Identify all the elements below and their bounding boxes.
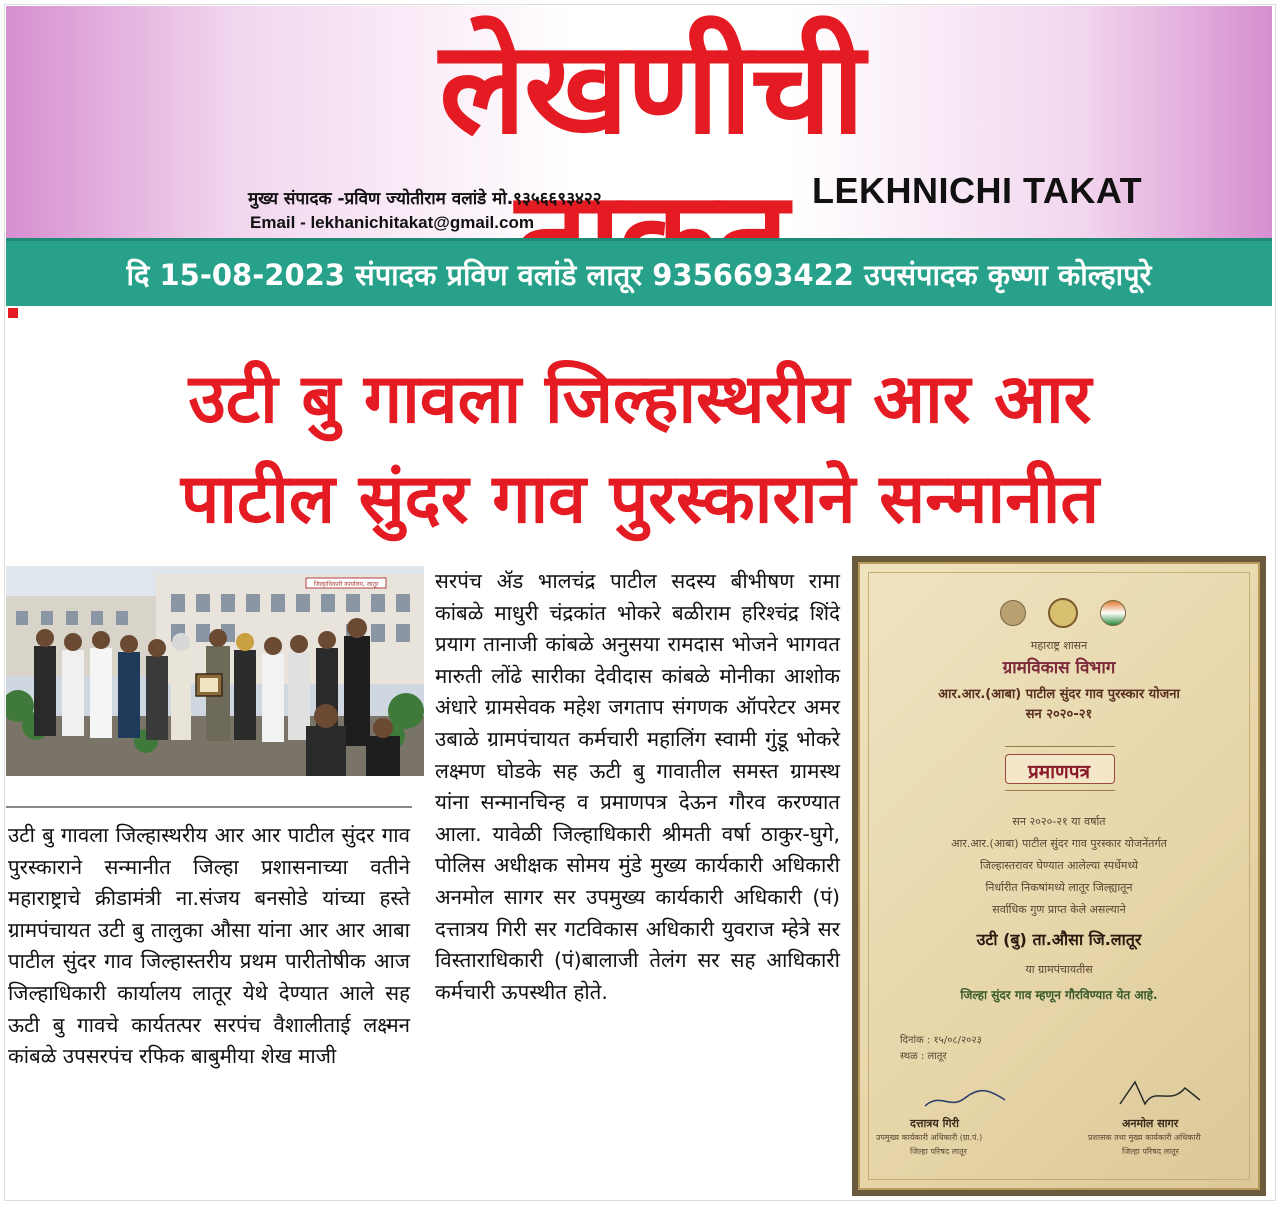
date-editor-text: दि 15-08-2023 संपादक प्रविण वलांडे लातूर 9356693422 उपसंपादक कृष्णा कोल्हापूरे (126, 258, 1152, 292)
date-editor-bar (6, 238, 1272, 306)
cert-body-1: सन २०२०-२१ या वर्षात (1012, 815, 1106, 828)
building-sign: जिल्हाधिकारी कार्यालय, लातूर (313, 581, 379, 588)
cert-government: महाराष्ट्र शासन (1030, 639, 1088, 652)
cert-ornament-top (1005, 746, 1115, 747)
cert-sign2-name: अनमोल सागर (1122, 1117, 1179, 1130)
certificate-frame (852, 556, 1266, 1196)
email-line: Email - lekhanichitakat@gmail.com (250, 213, 534, 232)
cert-scheme: आर.आर.(आबा) पाटील सुंदर गाव पुरस्कार योजना (938, 687, 1180, 702)
headline-line-2: पाटील सुंदर गाव पुरस्काराने सन्मानीत (180, 460, 1100, 539)
masthead (6, 6, 1272, 238)
cert-village: उटी (बु) ता.औसा जि.लातूर (976, 930, 1142, 949)
red-marker (8, 308, 18, 318)
photo-divider (6, 806, 412, 808)
cert-heading: प्रमाणपत्र (1027, 761, 1091, 783)
ceremony-illustration (6, 566, 424, 776)
cert-body-6: या ग्रामपंचायतीस (1025, 963, 1093, 976)
signature-2-icon (1115, 1076, 1205, 1112)
cert-body-4: निर्धारीत निकषांमध्ये लातूर जिल्ह्यातून (985, 881, 1133, 894)
cert-award: जिल्हा सुंदर गाव म्हणून गौरविण्यात येत आहे. (960, 988, 1158, 1002)
cert-body-2: आर.आर.(आबा) पाटील सुंदर गाव पुरस्कार योजनेंतर्गत (951, 837, 1167, 850)
cert-year: सन २०२०-२१ (1025, 707, 1093, 722)
certificate (858, 562, 1260, 1190)
cert-sign1-office: जिल्हा परिषद लातूर (910, 1147, 967, 1156)
english-title: LEKHNICHI TAKAT (812, 170, 1143, 211)
cert-sign1-name: दत्तात्रय गिरी (910, 1117, 959, 1130)
award-ceremony-photo (6, 566, 424, 776)
headline-line-1: उटी बु गावला जिल्हास्थरीय आर आर (188, 360, 1092, 439)
cert-ornament-bottom (1005, 790, 1115, 791)
cert-sign1-title: उपमुख्य कार्यकारी अधिकारी (ग्रा.पं.) (876, 1133, 983, 1142)
state-emblem-icon (1000, 600, 1026, 626)
chief-editor-line: मुख्य संपादक -प्रविण ज्योतीराम वलांडे मो.९३५६६९३४२२ (248, 189, 602, 209)
cert-body-3: जिल्हास्तरावर घेण्यात आलेल्या स्पर्धेमध्ये (979, 859, 1138, 872)
cert-place: स्थळ : लातूर (900, 1051, 947, 1062)
cert-body-5: सर्वाधिक गुण प्राप्त केले असल्याने (992, 903, 1126, 916)
headline (20, 350, 1260, 550)
cert-department: ग्रामविकास विभाग (1002, 658, 1116, 678)
scheme-logo-icon (1048, 598, 1078, 628)
article-column-2: सरपंच ॲड भालचंद्र पाटील सदस्य बीभीषण रामा कांबळे माधुरी चंद्रकांत भोकरे बळीराम हरिश्चंद्र शिंदे प्रयाग तानाजी कांबळे अनुसया रामदास भोजने भागवत मारुती लोंढे सारीका देवीदास कांबळे मोनीका आशोक अंधारे ग्रामसेवक महेश जगताप संगणक ऑपरेटर अमर उबाळे ग्रामपंचायत कर्मचारी महालिंग स्वामी गुंडू भोकरे लक्ष्मण घोडके सह ऊटी बु गावातील समस्त ग्रामस्थ यांना सन्मानचिन्ह व प्रमाणपत्र देऊन गौरव करण्यात आला. यावेळी जिल्हाधिकारी श्रीमती वर्षा ठाकुर-घुगे, पोलिस अधीक्षक सोमय मुंडे मुख्य कार्यकारी अधिकारी अनमोल सागर सर उपमुख्य कार्यकारी अधिकारी (पं) दत्तात्रय गिरी सर गटविकास अधिकारी युवराज म्हेत्रे सर विस्ताराधिकारी (पं)बालाजी तेलंग सर सह आधिकारी कर्मचारी ऊपस्थीत होते. (435, 569, 840, 1004)
signature-1-icon (920, 1084, 1010, 1114)
article-column-1: उटी बु गावला जिल्हास्थरीय आर आर पाटील सुंदर गाव पुरस्काराने सन्मानीत जिल्हा प्रशासनाच्या वतीने महाराष्ट्राचे क्रीडामंत्री ना.संजय बनसोडे यांच्या हस्ते ग्रामपंचायत उटी बु तालुका औसा यांना आर आर आबा पाटील सुंदर गाव जिल्हास्तरीय प्रथम पारीतोषीक आज जिल्हाधिकारी कार्यालय लातूर येथे देण्यात आले सह ऊटी बु गावचे कार्यतत्पर सरपंच वैशालीताई लक्ष्मन कांबळे उपसरपंच रफिक बाबुमीया शेख माजी (8, 823, 410, 1069)
cert-sign2-title: प्रशासक तथा मुख्य कार्यकारी अधिकारी (1088, 1133, 1201, 1142)
tricolor-logo-icon (1100, 600, 1126, 626)
cert-sign2-office: जिल्हा परिषद लातूर (1122, 1147, 1179, 1156)
cert-date: दिनांक : १५/०८/२०२३ (900, 1035, 982, 1046)
newspaper-title: लेखणीची (439, 14, 863, 163)
